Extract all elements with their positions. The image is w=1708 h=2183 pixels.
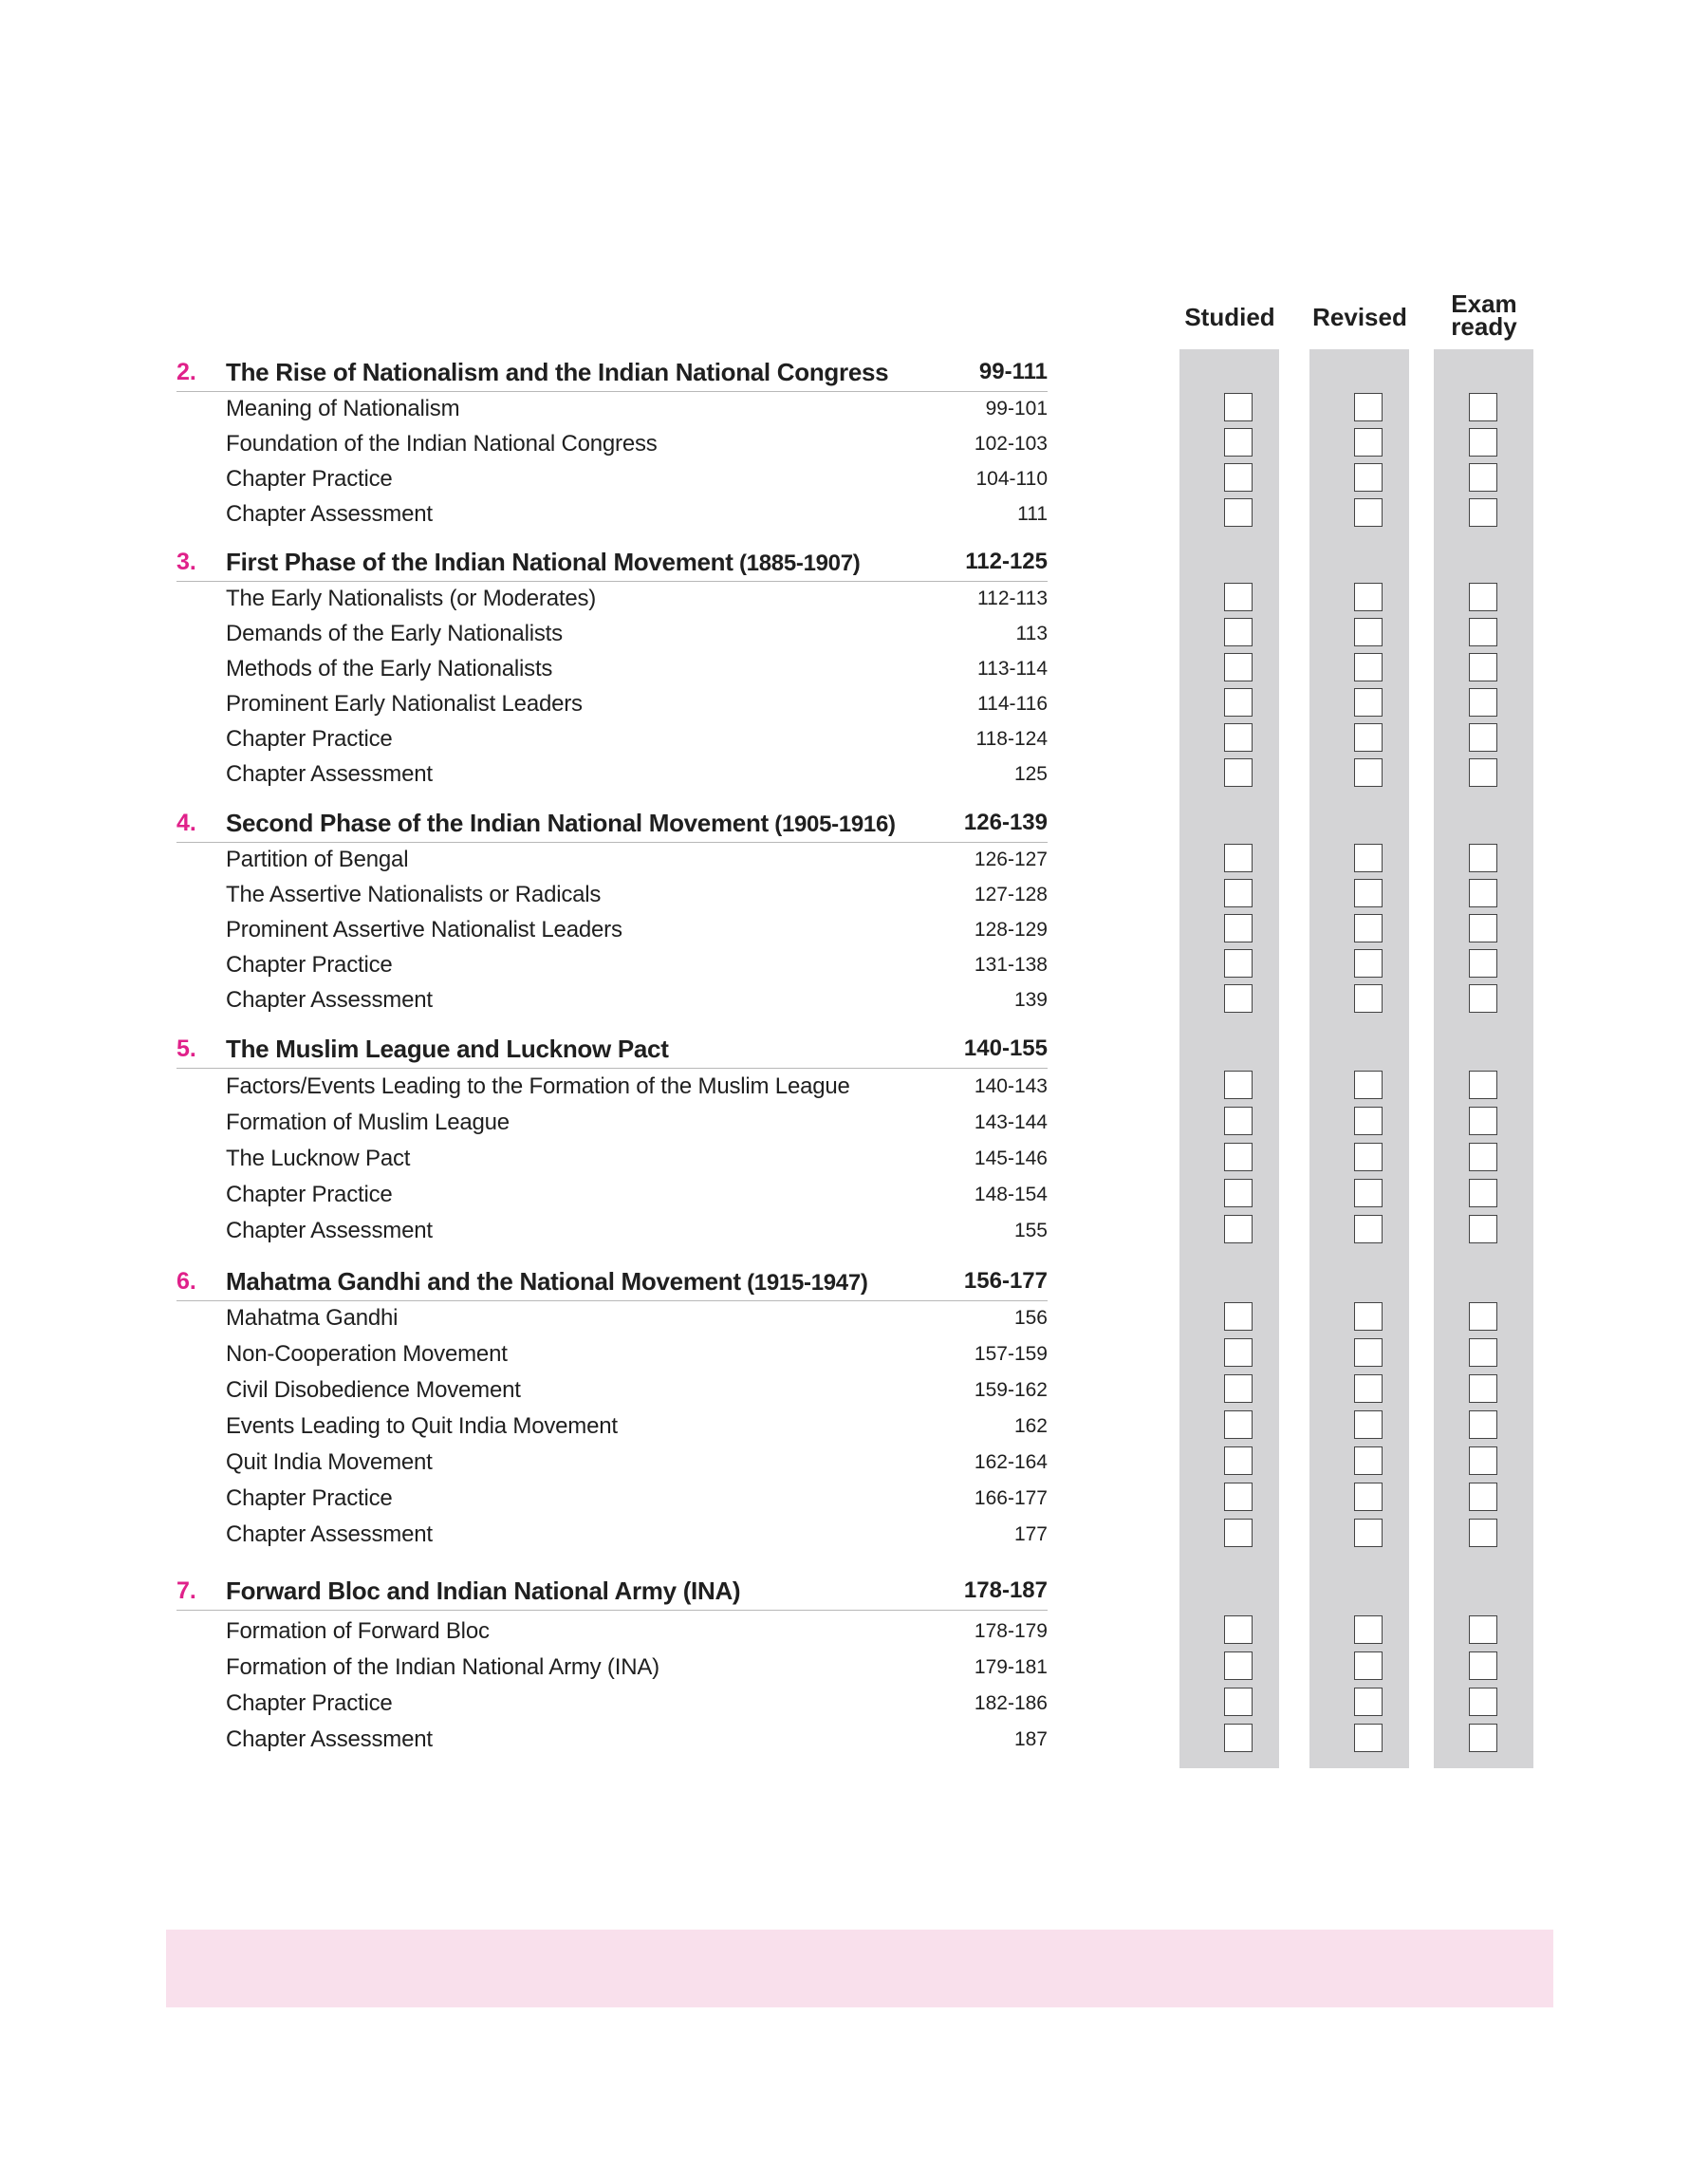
section-title: The Early Nationalists (or Moderates)	[226, 586, 597, 611]
section-title: Chapter Practice	[226, 466, 393, 492]
checkbox-exam-ready[interactable]	[1469, 1143, 1497, 1171]
section-row	[176, 686, 1048, 721]
section-pages: 187	[1013, 1728, 1048, 1750]
checkbox-revised[interactable]	[1354, 1107, 1383, 1135]
section-row	[176, 721, 1048, 756]
section-row	[176, 1177, 1048, 1212]
chapter-years: (1915-1947)	[740, 1270, 868, 1296]
checkbox-revised[interactable]	[1354, 879, 1383, 907]
checkbox-exam-ready[interactable]	[1469, 1215, 1497, 1243]
checkbox-exam-ready[interactable]	[1469, 1179, 1497, 1207]
section-pages: 145-146	[974, 1147, 1048, 1169]
checkbox-revised[interactable]	[1354, 1374, 1383, 1403]
checkbox-exam-ready[interactable]	[1469, 914, 1497, 942]
section-row	[176, 616, 1048, 651]
checkbox-revised[interactable]	[1354, 1724, 1383, 1752]
section-pages: 111	[1017, 503, 1048, 525]
checkbox-studied[interactable]	[1224, 1615, 1253, 1644]
checkbox-studied[interactable]	[1224, 1215, 1253, 1243]
section-pages: 127-128	[974, 884, 1048, 905]
chapter-number: 2.	[176, 359, 196, 385]
section-row	[176, 1105, 1048, 1140]
checkbox-exam-ready[interactable]	[1469, 1302, 1497, 1331]
section-title: Factors/Events Leading to the Formation of the Muslim League	[226, 1073, 850, 1099]
checkbox-studied[interactable]	[1224, 1651, 1253, 1680]
checkbox-studied[interactable]	[1224, 1483, 1253, 1511]
section-row	[176, 1686, 1048, 1721]
checkbox-studied[interactable]	[1224, 1446, 1253, 1475]
checkbox-revised[interactable]	[1354, 949, 1383, 978]
checkbox-revised[interactable]	[1354, 758, 1383, 787]
checkbox-revised[interactable]	[1354, 463, 1383, 492]
section-pages: 156	[1013, 1307, 1048, 1329]
section-row	[176, 391, 1048, 426]
checkbox-studied[interactable]	[1224, 723, 1253, 752]
chapter-pages: 140-155	[963, 1036, 1048, 1061]
section-row	[176, 1614, 1048, 1649]
checkbox-studied[interactable]	[1224, 949, 1253, 978]
checkbox-revised[interactable]	[1354, 618, 1383, 646]
section-pages: 140-143	[974, 1075, 1048, 1097]
section-pages: 104-110	[975, 468, 1048, 490]
checkbox-exam-ready[interactable]	[1469, 393, 1497, 421]
checkbox-exam-ready[interactable]	[1469, 949, 1497, 978]
checkbox-studied[interactable]	[1224, 1071, 1253, 1099]
checkbox-revised[interactable]	[1354, 583, 1383, 611]
section-pages: 131-138	[974, 954, 1048, 976]
checkbox-revised[interactable]	[1354, 1519, 1383, 1547]
section-row	[176, 1650, 1048, 1685]
chapter-heading	[176, 1030, 1048, 1069]
checkbox-exam-ready[interactable]	[1469, 984, 1497, 1013]
checkbox-revised[interactable]	[1354, 1179, 1383, 1207]
checkbox-exam-ready[interactable]	[1469, 879, 1497, 907]
section-title: The Lucknow Pact	[226, 1146, 411, 1171]
section-title: Formation of Muslim League	[226, 1110, 510, 1135]
section-row	[176, 1372, 1048, 1408]
checkbox-studied[interactable]	[1224, 1519, 1253, 1547]
section-title: Chapter Assessment	[226, 987, 433, 1013]
section-pages: 128-129	[974, 919, 1048, 941]
chapter-title	[226, 1572, 740, 1610]
checkbox-revised[interactable]	[1354, 498, 1383, 527]
section-pages: 99-101	[985, 398, 1048, 420]
chapter-title-text: Mahatma Gandhi and the National Movement	[226, 1267, 741, 1296]
section-pages: 148-154	[974, 1184, 1048, 1205]
checkbox-studied[interactable]	[1224, 1107, 1253, 1135]
chapter-title-text: Second Phase of the Indian National Movement	[226, 809, 769, 837]
section-pages: 118-124	[975, 728, 1048, 750]
section-row	[176, 1069, 1048, 1104]
footer-band	[166, 1930, 1553, 2007]
section-row	[176, 426, 1048, 461]
checkbox-studied[interactable]	[1224, 618, 1253, 646]
section-title: Prominent Assertive Nationalist Leaders	[226, 917, 622, 942]
chapter-pages: 126-139	[963, 810, 1048, 835]
checkbox-revised[interactable]	[1354, 1302, 1383, 1331]
section-pages: 125	[1013, 763, 1048, 785]
section-title: Chapter Practice	[226, 1485, 393, 1511]
checkbox-studied[interactable]	[1224, 688, 1253, 717]
checkbox-revised[interactable]	[1354, 1688, 1383, 1716]
checkbox-revised[interactable]	[1354, 653, 1383, 681]
progress-column-2	[1309, 349, 1409, 1768]
section-title: Chapter Practice	[226, 726, 393, 752]
checkbox-revised[interactable]	[1354, 1215, 1383, 1243]
checkbox-revised[interactable]	[1354, 914, 1383, 942]
chapter-heading	[176, 353, 1048, 392]
checkbox-revised[interactable]	[1354, 1071, 1383, 1099]
checkbox-exam-ready[interactable]	[1469, 463, 1497, 492]
section-row	[176, 496, 1048, 532]
section-title: Chapter Assessment	[226, 761, 433, 787]
chapter-years: (1905-1916)	[768, 812, 896, 837]
section-title: Civil Disobedience Movement	[226, 1377, 521, 1403]
checkbox-revised[interactable]	[1354, 723, 1383, 752]
section-pages: 112-113	[977, 588, 1048, 609]
checkbox-exam-ready[interactable]	[1469, 1724, 1497, 1752]
chapter-title	[226, 543, 860, 583]
column-header: Studied	[1184, 303, 1275, 331]
section-pages: 162	[1013, 1415, 1048, 1437]
section-title: Chapter Assessment	[226, 1726, 433, 1752]
section-row	[176, 1517, 1048, 1552]
checkbox-revised[interactable]	[1354, 1338, 1383, 1367]
section-title: Prominent Early Nationalist Leaders	[226, 691, 583, 717]
checkbox-studied[interactable]	[1224, 1410, 1253, 1439]
section-row	[176, 461, 1048, 496]
checkbox-revised[interactable]	[1354, 393, 1383, 421]
section-title: Chapter Practice	[226, 952, 393, 978]
progress-column-3	[1434, 349, 1533, 1768]
chapter-years: (1885-1907)	[733, 550, 861, 576]
checkbox-studied[interactable]	[1224, 1688, 1253, 1716]
chapter-number: 3.	[176, 549, 196, 575]
section-row	[176, 651, 1048, 686]
chapter-pages: 178-187	[963, 1577, 1048, 1603]
section-row	[176, 1445, 1048, 1480]
checkbox-exam-ready[interactable]	[1469, 1446, 1497, 1475]
checkbox-exam-ready[interactable]	[1469, 583, 1497, 611]
section-pages: 139	[1013, 989, 1048, 1011]
checkbox-revised[interactable]	[1354, 1615, 1383, 1644]
chapter-title	[226, 1262, 868, 1302]
section-title: Chapter Practice	[226, 1182, 393, 1207]
checkbox-studied[interactable]	[1224, 984, 1253, 1013]
checkbox-exam-ready[interactable]	[1469, 1483, 1497, 1511]
checkbox-exam-ready[interactable]	[1469, 1071, 1497, 1099]
section-title: Quit India Movement	[226, 1449, 433, 1475]
checkbox-revised[interactable]	[1354, 1410, 1383, 1439]
chapter-pages: 99-111	[978, 359, 1048, 384]
chapter-title	[226, 1030, 669, 1068]
checkbox-studied[interactable]	[1224, 1374, 1253, 1403]
section-pages: 126-127	[974, 849, 1048, 870]
section-pages: 113-114	[977, 658, 1048, 680]
checkbox-studied[interactable]	[1224, 879, 1253, 907]
checkbox-studied[interactable]	[1224, 583, 1253, 611]
section-row	[176, 912, 1048, 947]
section-title: Demands of the Early Nationalists	[226, 621, 563, 646]
checkbox-studied[interactable]	[1224, 653, 1253, 681]
checkbox-revised[interactable]	[1354, 1446, 1383, 1475]
checkbox-revised[interactable]	[1354, 1143, 1383, 1171]
section-row	[176, 947, 1048, 982]
section-title: Chapter Assessment	[226, 1521, 433, 1547]
checkbox-studied[interactable]	[1224, 1302, 1253, 1331]
checkbox-studied[interactable]	[1224, 463, 1253, 492]
section-row	[176, 1409, 1048, 1444]
checkbox-studied[interactable]	[1224, 1179, 1253, 1207]
checkbox-revised[interactable]	[1354, 1651, 1383, 1680]
section-title: Non-Cooperation Movement	[226, 1341, 508, 1367]
checkbox-revised[interactable]	[1354, 688, 1383, 717]
checkbox-exam-ready[interactable]	[1469, 1688, 1497, 1716]
section-row	[176, 1300, 1048, 1335]
section-pages: 114-116	[977, 693, 1048, 715]
checkbox-exam-ready[interactable]	[1469, 1410, 1497, 1439]
section-title: Chapter Practice	[226, 1690, 393, 1716]
checkbox-studied[interactable]	[1224, 1724, 1253, 1752]
chapter-number: 4.	[176, 810, 196, 836]
checkbox-exam-ready[interactable]	[1469, 618, 1497, 646]
checkbox-exam-ready[interactable]	[1469, 723, 1497, 752]
checkbox-exam-ready[interactable]	[1469, 758, 1497, 787]
section-pages: 162-164	[974, 1451, 1048, 1473]
section-pages: 159-162	[974, 1379, 1048, 1401]
checkbox-studied[interactable]	[1224, 1338, 1253, 1367]
section-pages: 166-177	[974, 1487, 1048, 1509]
section-title: Foundation of the Indian National Congress	[226, 431, 658, 457]
section-row	[176, 756, 1048, 792]
chapter-heading	[176, 804, 1048, 843]
section-title: Chapter Assessment	[226, 501, 433, 527]
checkbox-revised[interactable]	[1354, 844, 1383, 872]
section-title: The Assertive Nationalists or Radicals	[226, 882, 602, 907]
checkbox-exam-ready[interactable]	[1469, 1651, 1497, 1680]
section-row	[176, 1722, 1048, 1757]
section-pages: 143-144	[974, 1111, 1048, 1133]
section-pages: 182-186	[974, 1692, 1048, 1714]
section-title: Formation of Forward Bloc	[226, 1618, 490, 1644]
chapter-heading	[176, 1262, 1048, 1301]
checkbox-revised[interactable]	[1354, 984, 1383, 1013]
chapter-title-text: The Muslim League and Lucknow Pact	[226, 1035, 669, 1063]
checkbox-revised[interactable]	[1354, 428, 1383, 457]
checkbox-studied[interactable]	[1224, 393, 1253, 421]
progress-column-1	[1179, 349, 1279, 1768]
checkbox-revised[interactable]	[1354, 1483, 1383, 1511]
checkbox-studied[interactable]	[1224, 914, 1253, 942]
chapter-title-text: The Rise of Nationalism and the Indian National Congress	[226, 358, 889, 386]
section-row	[176, 1481, 1048, 1516]
section-row	[176, 1141, 1048, 1176]
chapter-heading	[176, 543, 1048, 582]
section-title: Chapter Assessment	[226, 1218, 433, 1243]
section-pages: 113	[1015, 623, 1048, 644]
chapter-pages: 112-125	[965, 549, 1048, 574]
checkbox-studied[interactable]	[1224, 1143, 1253, 1171]
section-pages: 157-159	[974, 1343, 1048, 1365]
checkbox-exam-ready[interactable]	[1469, 1519, 1497, 1547]
section-title: Mahatma Gandhi	[226, 1305, 399, 1331]
checkbox-exam-ready[interactable]	[1469, 1374, 1497, 1403]
section-title: Meaning of Nationalism	[226, 396, 460, 421]
checkbox-exam-ready[interactable]	[1469, 844, 1497, 872]
chapter-title	[226, 804, 896, 844]
section-title: Events Leading to Quit India Movement	[226, 1413, 618, 1439]
checkbox-exam-ready[interactable]	[1469, 428, 1497, 457]
checkbox-exam-ready[interactable]	[1469, 498, 1497, 527]
chapter-pages: 156-177	[963, 1268, 1048, 1294]
checkbox-exam-ready[interactable]	[1469, 688, 1497, 717]
checkbox-exam-ready[interactable]	[1469, 1615, 1497, 1644]
section-pages: 178-179	[974, 1620, 1048, 1642]
section-title: Methods of the Early Nationalists	[226, 656, 553, 681]
checkbox-studied[interactable]	[1224, 758, 1253, 787]
section-title: Formation of the Indian National Army (INA)	[226, 1654, 659, 1680]
chapter-title-text: First Phase of the Indian National Movement	[226, 548, 733, 576]
checkbox-exam-ready[interactable]	[1469, 1338, 1497, 1367]
section-row	[176, 1213, 1048, 1248]
chapter-number: 6.	[176, 1268, 196, 1295]
section-row	[176, 982, 1048, 1017]
checkbox-exam-ready[interactable]	[1469, 653, 1497, 681]
section-pages: 155	[1013, 1220, 1048, 1241]
column-header: Exam ready	[1451, 289, 1517, 341]
chapter-number: 7.	[176, 1577, 196, 1604]
section-pages: 177	[1013, 1523, 1048, 1545]
chapter-title	[226, 353, 888, 391]
section-title: Partition of Bengal	[226, 847, 409, 872]
chapter-number: 5.	[176, 1036, 196, 1062]
checkbox-exam-ready[interactable]	[1469, 1107, 1497, 1135]
column-header: Revised	[1312, 303, 1407, 331]
section-row	[176, 877, 1048, 912]
section-pages: 102-103	[974, 433, 1048, 455]
section-pages: 179-181	[974, 1656, 1048, 1678]
section-row	[176, 842, 1048, 877]
checkbox-studied[interactable]	[1224, 428, 1253, 457]
section-row	[176, 1336, 1048, 1371]
chapter-heading	[176, 1572, 1048, 1611]
checkbox-studied[interactable]	[1224, 844, 1253, 872]
chapter-title-text: Forward Bloc and Indian National Army (INA)	[226, 1577, 741, 1605]
checkbox-studied[interactable]	[1224, 498, 1253, 527]
section-row	[176, 581, 1048, 616]
